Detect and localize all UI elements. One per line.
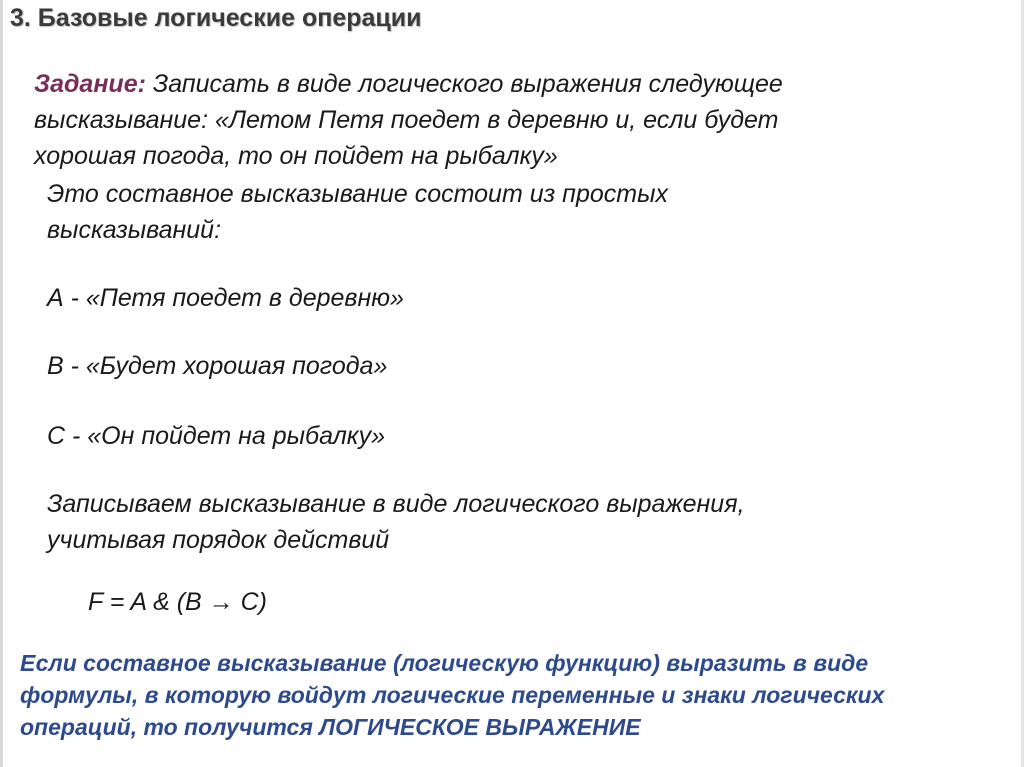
conclusion-line-3: операций, то получится ЛОГИЧЕСКОЕ ВЫРАЖЕНИЕ — [20, 714, 641, 740]
intro-block — [47, 176, 947, 248]
write-line-1: Записываем высказывание в виде логического выражения, — [47, 490, 745, 518]
task-text-line-3: хорошая погода, то он пойдет на рыбалку» — [34, 142, 558, 170]
intro-line-1: Это составное высказывание состоит из простых — [47, 180, 668, 208]
slide-title: 3. Базовые логические операции — [10, 4, 422, 32]
conclusion-line-1: Если составное высказывание (логическую функцию) выразить в виде — [20, 650, 869, 676]
conclusion-block — [20, 647, 1010, 743]
write-block — [47, 486, 947, 558]
task-text-line-1: Записать в виде логического выражения следующее — [152, 70, 783, 98]
conclusion-line-2: формулы, в которую войдут логические переменные и знаки логических — [20, 682, 885, 708]
statement-a: А - «Петя поедет в деревню» — [47, 284, 404, 312]
task-text-line-2: высказывание: «Летом Петя поедет в деревню и, если будет — [34, 106, 779, 134]
logical-formula: F = A & (B → C) — [88, 588, 267, 616]
write-line-2: учитывая порядок действий — [47, 526, 390, 554]
intro-line-2: высказываний: — [47, 216, 222, 244]
statement-b: В - «Будет хорошая погода» — [47, 352, 388, 380]
statement-c: С - «Он пойдет на рыбалку» — [47, 422, 386, 450]
task-first-line — [34, 66, 934, 102]
task-block — [34, 66, 934, 174]
slide-left-edge — [0, 0, 3, 767]
task-label: Задание: — [34, 70, 146, 98]
